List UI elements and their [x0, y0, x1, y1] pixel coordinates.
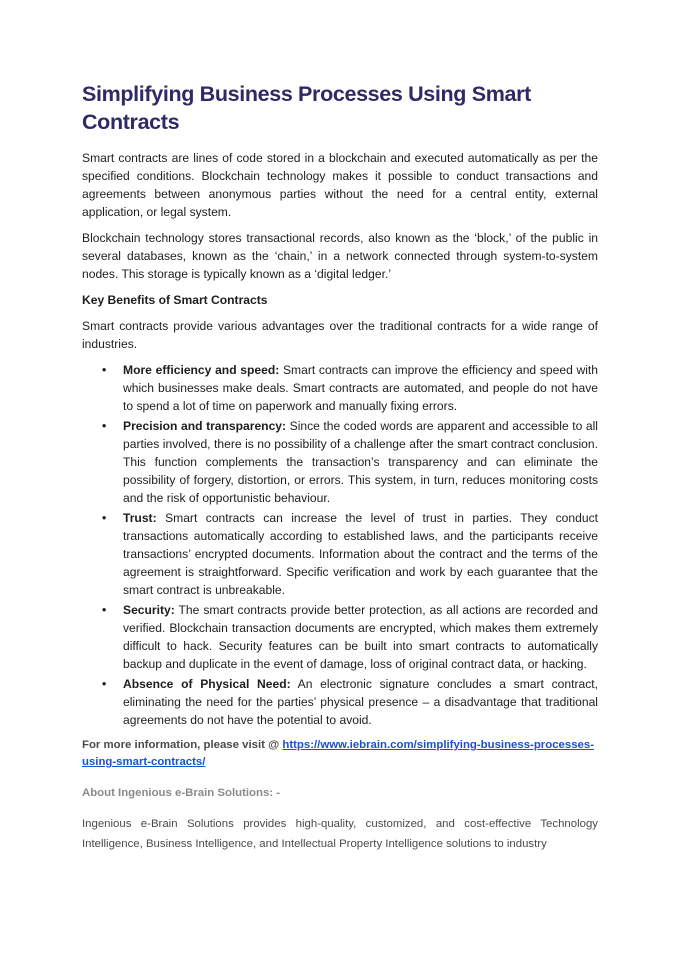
intro-paragraph-2: Blockchain technology stores transactional records, also known as the ‘block,’ of the public in several databases, known as the ‘chain,’ in a network connected through system-to-system nodes. This storage is typically known as a ‘digital ledger.’: [82, 231, 598, 281]
benefits-list: [82, 361, 598, 729]
benefit-text: The smart contracts provide better protection, as all actions are recorded and verified. Blockchain transaction documents are encrypted, which makes them extremely difficult to hack. Security features can be built into smart contracts to automatically backup and duplicate in the event of damage, loss of original contract data, or hacking.: [123, 603, 598, 671]
benefits-heading: Key Benefits of Smart Contracts: [82, 293, 268, 307]
benefit-term: More efficiency and speed:: [123, 363, 280, 377]
bullet-icon: •: [102, 363, 107, 377]
bullet-icon: •: [102, 419, 107, 433]
bullet-icon: •: [102, 603, 107, 617]
benefit-item-physical-need: [82, 675, 598, 729]
intro-paragraph-1: Smart contracts are lines of code stored in a blockchain and executed automatically as per the specified conditions. Blockchain technology makes it possible to conduct transactions and agreements between anonymous parties without the need for a central entity, external application, or legal system.: [82, 151, 598, 219]
benefit-item-efficiency: [82, 361, 598, 415]
more-info-line: [82, 737, 598, 771]
benefits-intro: Smart contracts provide various advantages over the traditional contracts for a wide range of industries.: [82, 319, 598, 351]
benefit-item-precision: [82, 417, 598, 507]
about-body: Ingenious e-Brain Solutions provides high-quality, customized, and cost-effective Technology Intelligence, Business Intelligence, and Intellectual Property Intelligence solutions to industry: [82, 818, 598, 850]
more-info-label: For more information, please visit @: [82, 739, 283, 751]
benefit-text: Since the coded words are apparent and accessible to all parties involved, there is no possibility of a challenge after the smart contract conclusion. This function complements the transaction’s transparency and can eliminate the possibility of forgery, distortion, or errors. This system, in turn, reduces monitoring costs and the risk of opportunistic behaviour.: [123, 419, 598, 505]
bullet-icon: •: [102, 511, 107, 525]
benefit-text: Smart contracts can increase the level of trust in parties. They conduct transactions automatically according to established laws, and the participants receive transactions’ encrypted documents. Information about the contract and the terms of the agreement is straightforward. Specific verification and work by each guarantee that the smart contract is unbreakable.: [123, 511, 598, 597]
more-info-link[interactable]: https://www.iebrain.com/simplifying-business-processes-using-smart-contracts/: [82, 739, 594, 768]
bullet-icon: •: [102, 677, 107, 691]
document-page: [82, 80, 598, 854]
benefit-term: Security:: [123, 603, 175, 617]
benefit-item-security: [82, 601, 598, 673]
page-title: Simplifying Business Processes Using Smart Contracts: [82, 82, 531, 134]
benefit-term: Precision and transparency:: [123, 419, 287, 433]
benefit-term: Trust:: [123, 511, 157, 525]
benefit-item-trust: [82, 509, 598, 599]
benefit-text: An electronic signature concludes a smart contract, eliminating the need for the parties’ physical presence – a disadvantage that traditional agreements do not have the potential to avoid.: [123, 677, 598, 727]
about-heading: About Ingenious e-Brain Solutions: -: [82, 787, 281, 799]
benefit-text: Smart contracts can improve the efficiency and speed with which businesses make deals. Smart contracts are automated, and people do not have to spend a lot of time on paperwork and manually fixing errors.: [123, 363, 599, 413]
benefit-term: Absence of Physical Need:: [123, 677, 291, 691]
